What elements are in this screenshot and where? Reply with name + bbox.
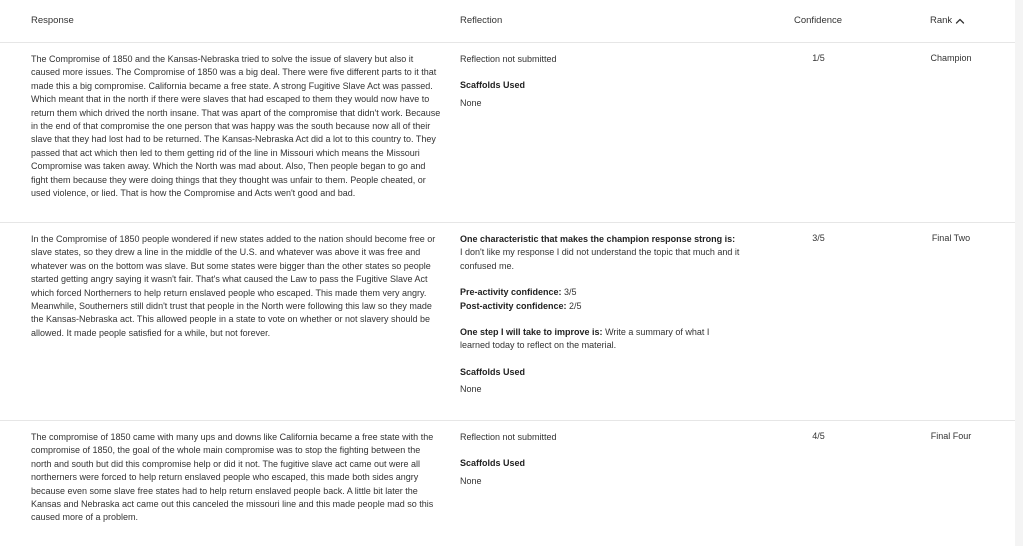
improve-step-value: Write a summary of what I learned today to reflect on the material.	[460, 327, 710, 351]
table-header	[0, 0, 1015, 43]
pre-confidence-line	[460, 286, 740, 299]
table-row	[0, 420, 1015, 546]
table-row	[0, 42, 1015, 223]
reflection-cell	[460, 53, 740, 110]
rank-value: Final Two	[931, 233, 971, 243]
reflection-cell	[460, 233, 740, 397]
pre-confidence-value: 3/5	[564, 287, 577, 298]
improve-step	[460, 326, 740, 353]
column-header-response: Response	[31, 15, 74, 26]
confidence-value: 3/5	[812, 233, 825, 243]
rank-value: Final Four	[930, 431, 972, 441]
pre-confidence-label: Pre-activity confidence:	[460, 287, 562, 298]
rank-value: Champion	[930, 53, 972, 63]
characteristic-label: One characteristic that makes the champion response strong is:	[460, 234, 736, 244]
post-confidence-label: Post-activity confidence:	[460, 300, 567, 311]
characteristic-value: I don't like my response I did not understand the topic that much and it confused me.	[460, 247, 740, 271]
column-header-reflection: Reflection	[460, 15, 503, 26]
reflection-status: Reflection not submitted	[460, 54, 557, 64]
confidence-value: 1/5	[812, 53, 825, 63]
reflection-status: Reflection not submitted	[460, 432, 557, 442]
table-row	[0, 222, 1015, 421]
response-text: The compromise of 1850 came with many ups and downs like California became a free state with the compromise of 1850, the goal of the whole main compromise was to stop the fighting between the north and south but did this compromise help or did it not. The fugitive slave act came out were all northerners were forced to help return enslaved people who escaped, this made both sides angry because even some slave free states had to help return enslaved people back. A little bit later the Kansas and Nebraska act came out this canceled the missouri line and this made people mad so this caused more of a problem.	[31, 432, 434, 523]
response-text: In the Compromise of 1850 people wondered if new states added to the nation should become free or slave states, so they drew a line in the middle of the U.S. and whatever was above it was free and whatever was on the bottom was slave. But some states were bigger than the other states so people started getting angry saying it wasn't fair. That's what caused the Law to pass the Fugitive Slave Act which forced Northerners to help return enslaved people who escaped. This made them very angry. Meanwhile, Southerners still didn't trust that people in the North were following this law so they made the Kansas-Nebraska act. This allowed people in a state to vote on whether or not slavery should be allowed. It made people satisfied for a while, but not forever.	[31, 234, 436, 338]
scaffolds-value: None	[460, 97, 482, 108]
scaffolds-value: None	[460, 384, 482, 395]
rank-header-label: Rank	[930, 15, 953, 26]
scaffolds-value: None	[460, 475, 482, 486]
scaffolds-label: Scaffolds Used	[460, 458, 526, 469]
vertical-scrollbar[interactable]	[1015, 0, 1023, 546]
improve-step-label: One step I will take to improve is:	[460, 327, 603, 338]
scaffolds-label: Scaffolds Used	[460, 366, 526, 377]
response-text: The Compromise of 1850 and the Kansas-Nebraska tried to solve the issue of slavery but also it caused more issues. The Compromise of 1850 was a big deal. There were five different parts to it that made this a big compromise. California became a free state. A strong Fugitive Slave Act was passed. Which meant that in the north if there were slaves that had escaped to them they would now have to return them which drived the north insane. That was apart of the compromise that didn't work. Because in the end of that compromise the one person that was happy was the south because now all of their slave that they had lost had to be returned. The Kansas-Nebraska Act did a lot to this country to. They passed that act which then led to them getting rid of the line in Missouri which means the Missouri Compromise was taken away. Which the North was mad about. Also, Then people began to go and fight them because they were doing things that they thought was unfair to them. People cheated, or used violence, or lied. That is how the Compromise and Acts wen't good and bad.	[31, 54, 441, 199]
scaffolds-label: Scaffolds Used	[460, 80, 526, 91]
reflection-cell	[460, 431, 740, 488]
confidence-value: 4/5	[812, 431, 825, 441]
column-header-confidence[interactable]: Confidence	[794, 15, 843, 26]
column-header-rank[interactable]	[930, 15, 965, 26]
post-confidence-value: 2/5	[569, 300, 582, 311]
post-confidence-line	[460, 300, 740, 313]
chevron-up-icon[interactable]	[955, 17, 965, 25]
